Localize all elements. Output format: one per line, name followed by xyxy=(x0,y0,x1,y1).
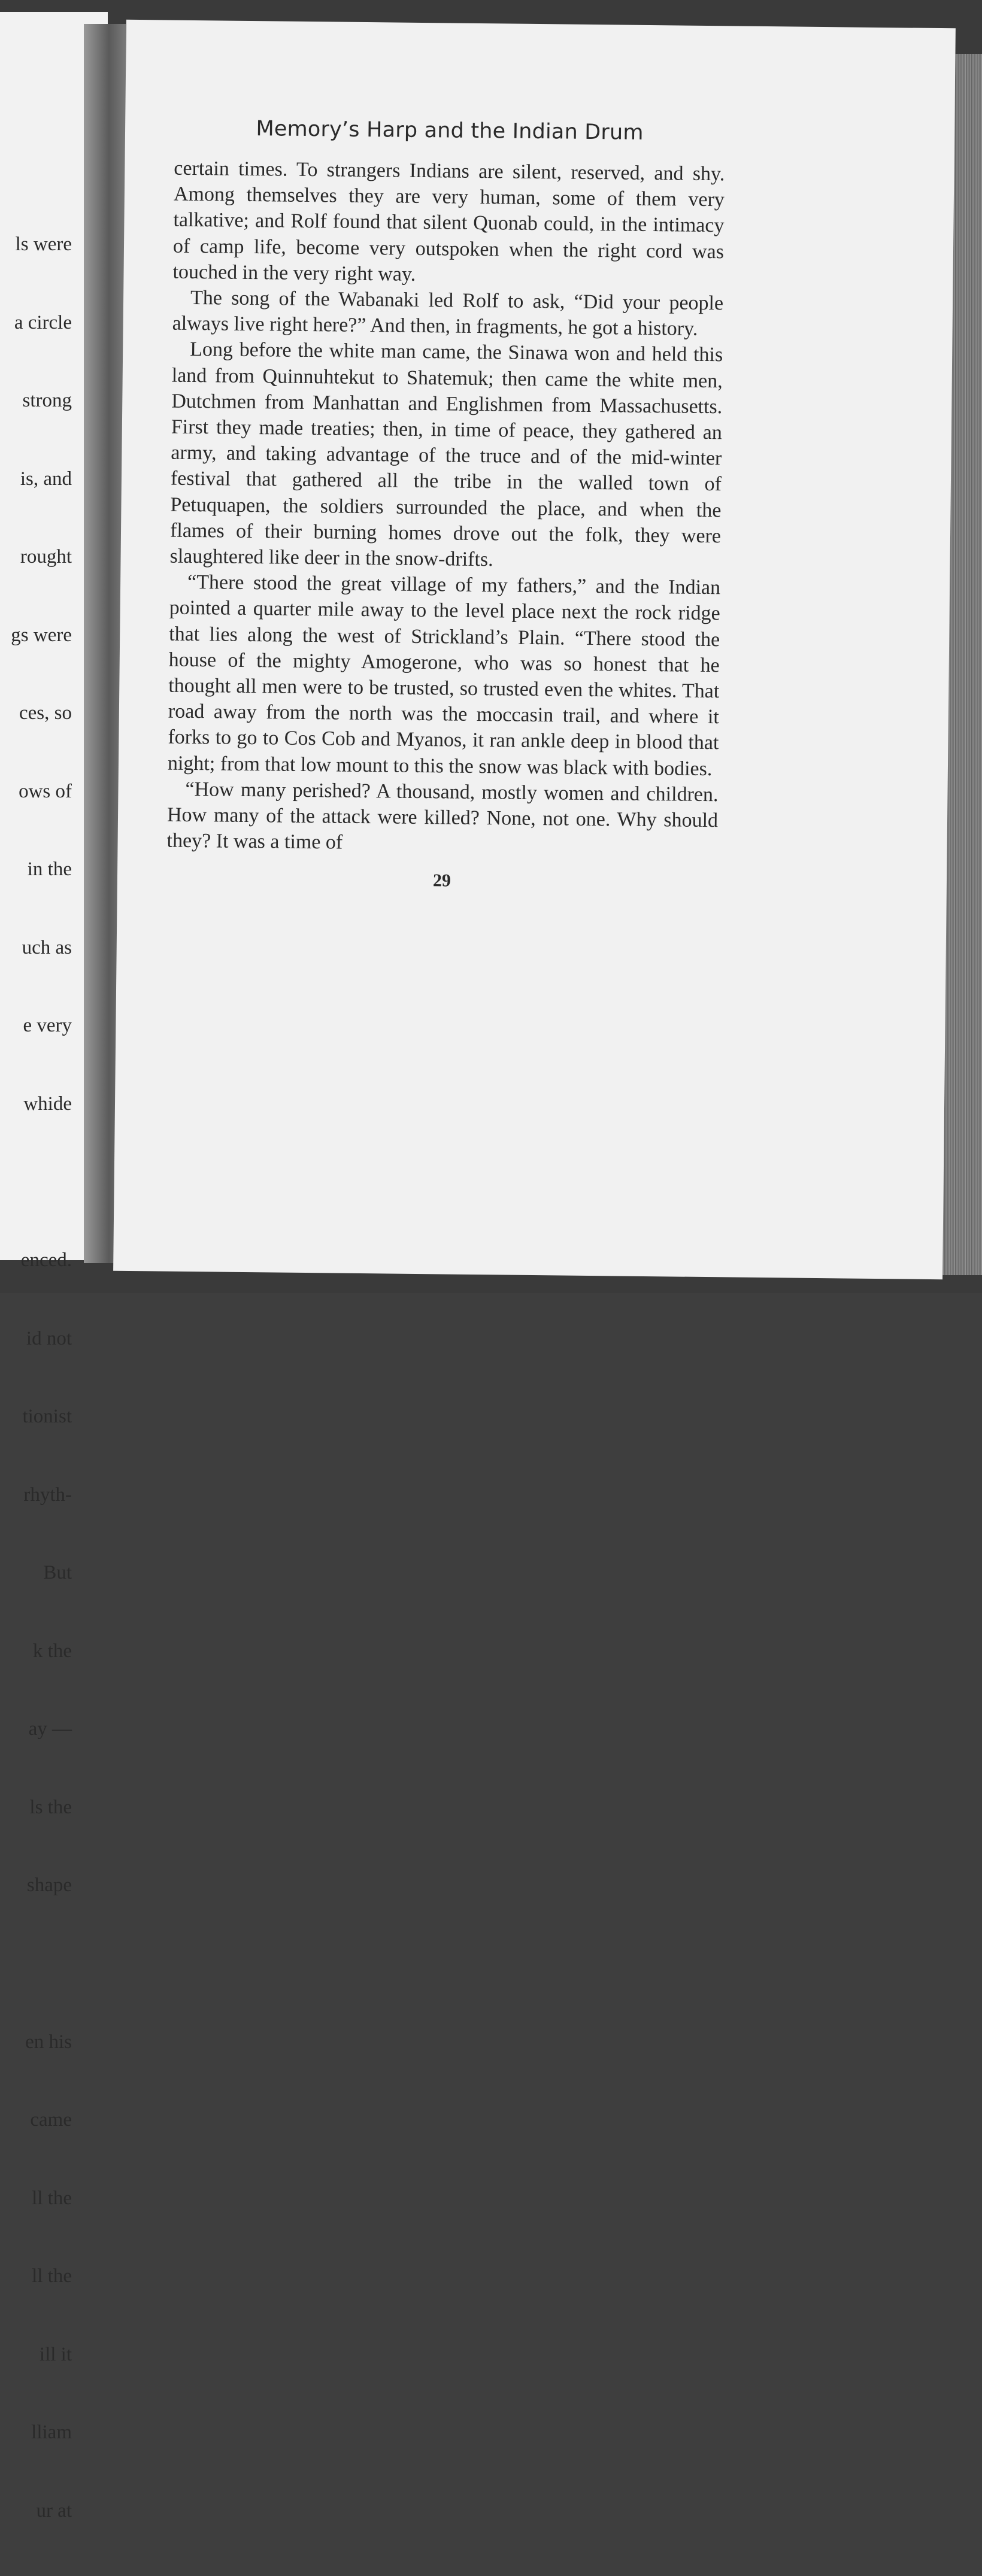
page-content xyxy=(166,116,725,894)
left-line: enced. xyxy=(20,1249,72,1271)
left-line: ll the xyxy=(32,2187,72,2209)
right-page xyxy=(113,20,956,1279)
paragraph: certain times. To strangers Indians are silent, reserved, and shy. Among themselves they are very human, some of them very talkative; and Rolf found that silent Quonab could, in the intimacy of camp life, become very outspoken when the right cord was touched in the very right way. xyxy=(172,157,725,286)
left-line: ows of xyxy=(19,780,72,802)
left-line: ls the xyxy=(29,1796,72,1818)
left-line: tionist xyxy=(22,1406,72,1427)
running-head: Memory’s Harp and the Indian Drum xyxy=(256,117,644,145)
left-line: whide xyxy=(23,1093,72,1115)
left-line: rhyth- xyxy=(23,1483,72,1506)
left-line xyxy=(0,1951,72,1977)
left-line: ls were xyxy=(15,233,72,255)
left-line: en his xyxy=(25,2031,72,2053)
left-line: strong xyxy=(22,390,72,411)
left-line: ay — xyxy=(28,1718,72,1740)
left-line: id not xyxy=(26,1327,72,1349)
paragraph: Long before the white man came, the Sinawa won and held this land from Quinnuhtekut to Shatemuk; then came the white men, Dutchmen from Manhattan and Englishmen from Massachusetts. First they made treaties; then, in time of peace, they gathered an army, and taking advantage of the truce and of the mid-winter festival that gathered all the tribe in the walled town of Petuquapen, the soldiers surrounded the place, and when the flames of their burning homes drove out the folk, they were slaughtered like deer in the snow-drifts. xyxy=(169,338,723,571)
page-number: 29 xyxy=(432,870,451,891)
body-text xyxy=(166,156,725,860)
left-line: uch as xyxy=(22,936,72,958)
left-line: k the xyxy=(32,1640,72,1662)
left-line: lliam xyxy=(31,2422,72,2443)
left-line: ces, so xyxy=(19,702,72,724)
paragraph: The song of the Wabanaki led Rolf to ask, “Did your people always live right here?” And then, in fragments, he got a history. xyxy=(172,286,724,341)
left-line: in the xyxy=(27,858,72,880)
paragraph: “There stood the great village of my fathers,” and the Indian pointed a quarter mile away to the level place next the rock ridge that lies along the west of Strickland’s Plain. “There stood the house of the mighty Amogerone, who was so honest that he thought all men were to be trusted, so trusted even the whites. That road away from the north was the moccasin trail, and where it forks to go to Cos Cob and Myanos, it ran ankle deep in blood that night; from that low mount to this the snow was black with bodies. xyxy=(167,571,721,780)
paragraph: “How many perished? A thousand, mostly women and children. How many of the attack were killed? None, not one. Why should they? It was a time of xyxy=(166,778,719,854)
left-line: is, and xyxy=(20,468,72,490)
left-line: rought xyxy=(20,546,72,568)
left-line: ll the xyxy=(32,2265,72,2287)
left-line: ill it xyxy=(39,2343,72,2365)
left-line: But xyxy=(43,1562,72,1583)
left-line: came xyxy=(30,2109,72,2131)
left-line: e very xyxy=(23,1015,72,1036)
left-line: shape xyxy=(26,1874,72,1896)
left-line xyxy=(0,1169,72,1196)
left-line: gs were xyxy=(11,624,72,646)
left-line: a circle xyxy=(14,311,72,333)
left-line: ur at xyxy=(36,2499,72,2522)
left-page-text xyxy=(0,180,72,2576)
